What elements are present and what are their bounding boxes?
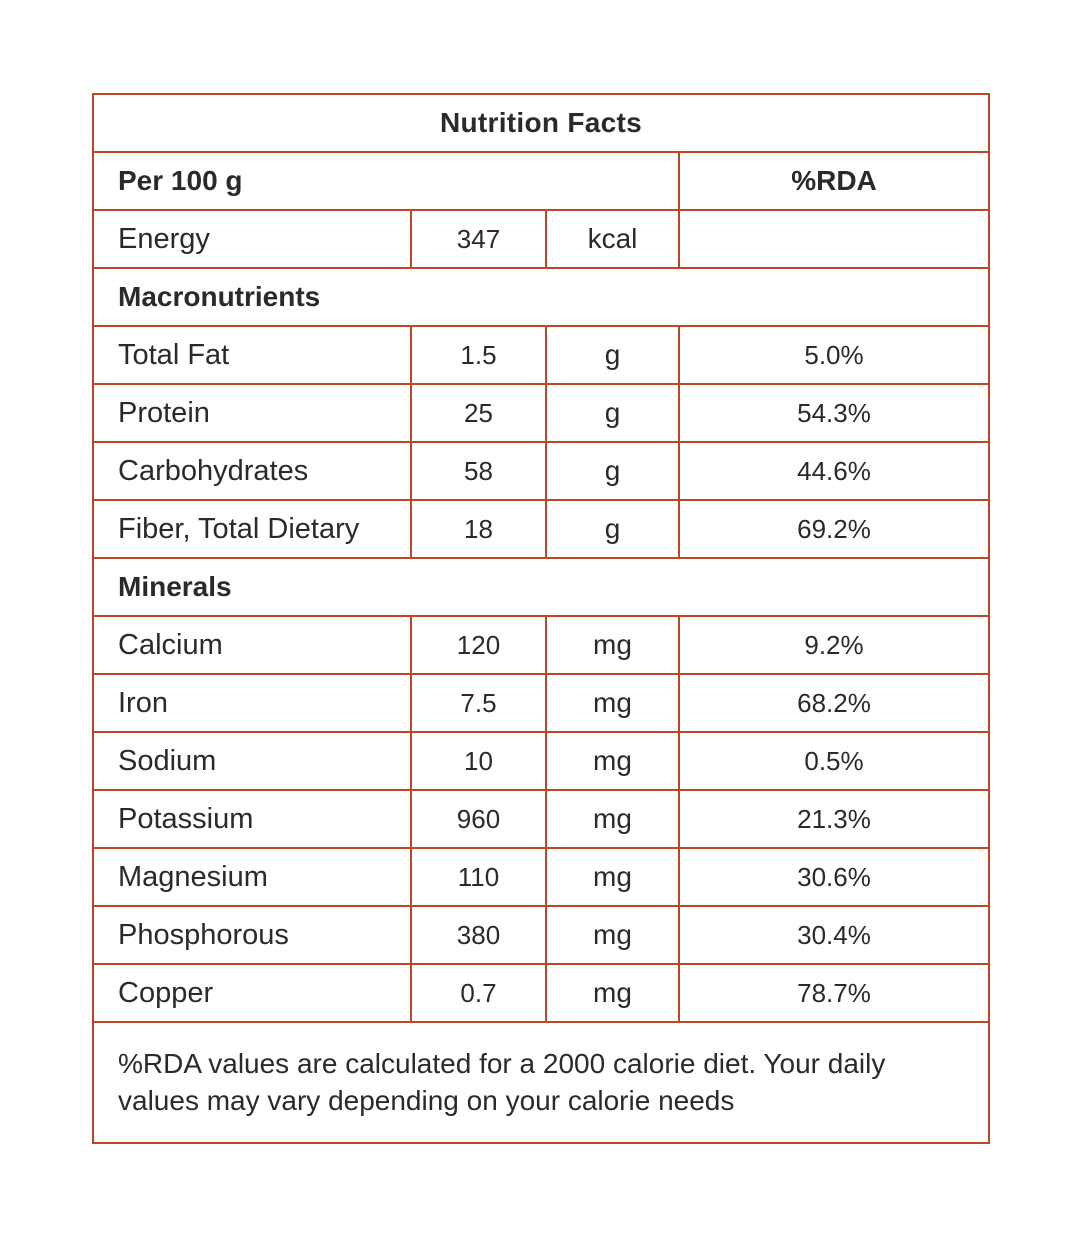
nutrient-rda: 9.2% <box>679 616 989 674</box>
nutrient-name: Sodium <box>93 732 411 790</box>
section-label: Macronutrients <box>93 268 989 326</box>
nutrient-value: 110 <box>411 848 546 906</box>
nutrient-name: Potassium <box>93 790 411 848</box>
nutrient-row-total-fat <box>93 326 989 384</box>
nutrient-value: 58 <box>411 442 546 500</box>
nutrient-unit: mg <box>546 848 679 906</box>
nutrient-name: Iron <box>93 674 411 732</box>
nutrient-unit: g <box>546 500 679 558</box>
nutrient-rda: 21.3% <box>679 790 989 848</box>
nutrient-value: 960 <box>411 790 546 848</box>
nutrient-row-copper <box>93 964 989 1022</box>
nutrient-value: 10 <box>411 732 546 790</box>
nutrient-row-potassium <box>93 790 989 848</box>
nutrient-name: Protein <box>93 384 411 442</box>
nutrient-rda: 30.4% <box>679 906 989 964</box>
nutrient-value: 120 <box>411 616 546 674</box>
rda-footnote: %RDA values are calculated for a 2000 calorie diet. Your daily values may vary depending on your calorie needs <box>93 1022 989 1143</box>
serving-size-header: Per 100 g <box>93 152 679 210</box>
nutrient-row-protein <box>93 384 989 442</box>
nutrient-unit: mg <box>546 616 679 674</box>
nutrient-row-fiber <box>93 500 989 558</box>
nutrient-rda: 0.5% <box>679 732 989 790</box>
table-title: Nutrition Facts <box>93 94 989 152</box>
nutrition-facts-table <box>92 93 990 1144</box>
nutrient-rda: 30.6% <box>679 848 989 906</box>
nutrient-unit: mg <box>546 674 679 732</box>
footnote-row <box>93 1022 989 1143</box>
nutrient-name: Energy <box>93 210 411 268</box>
nutrient-name: Carbohydrates <box>93 442 411 500</box>
energy-row <box>93 210 989 268</box>
nutrient-row-iron <box>93 674 989 732</box>
nutrient-value: 1.5 <box>411 326 546 384</box>
nutrient-row-magnesium <box>93 848 989 906</box>
nutrient-rda: 69.2% <box>679 500 989 558</box>
nutrient-value: 0.7 <box>411 964 546 1022</box>
nutrient-name: Calcium <box>93 616 411 674</box>
nutrient-name: Copper <box>93 964 411 1022</box>
nutrient-row-phosphorous <box>93 906 989 964</box>
nutrient-value: 347 <box>411 210 546 268</box>
nutrient-value: 18 <box>411 500 546 558</box>
nutrient-name: Phosphorous <box>93 906 411 964</box>
nutrient-unit: mg <box>546 906 679 964</box>
nutrient-rda: 54.3% <box>679 384 989 442</box>
nutrient-value: 7.5 <box>411 674 546 732</box>
nutrient-unit: kcal <box>546 210 679 268</box>
section-header-macronutrients <box>93 268 989 326</box>
column-header-row <box>93 152 989 210</box>
rda-header: %RDA <box>679 152 989 210</box>
nutrient-row-calcium <box>93 616 989 674</box>
nutrient-rda: 68.2% <box>679 674 989 732</box>
nutrient-name: Total Fat <box>93 326 411 384</box>
nutrient-rda: 5.0% <box>679 326 989 384</box>
nutrient-name: Magnesium <box>93 848 411 906</box>
nutrient-row-carbohydrates <box>93 442 989 500</box>
nutrient-rda <box>679 210 989 268</box>
nutrient-unit: mg <box>546 790 679 848</box>
nutrient-name: Fiber, Total Dietary <box>93 500 411 558</box>
nutrient-value: 380 <box>411 906 546 964</box>
nutrient-unit: g <box>546 326 679 384</box>
nutrient-unit: mg <box>546 732 679 790</box>
nutrient-row-sodium <box>93 732 989 790</box>
section-header-minerals <box>93 558 989 616</box>
nutrient-unit: mg <box>546 964 679 1022</box>
title-row <box>93 94 989 152</box>
nutrient-rda: 78.7% <box>679 964 989 1022</box>
nutrient-value: 25 <box>411 384 546 442</box>
nutrient-unit: g <box>546 384 679 442</box>
section-label: Minerals <box>93 558 989 616</box>
nutrient-unit: g <box>546 442 679 500</box>
nutrient-rda: 44.6% <box>679 442 989 500</box>
